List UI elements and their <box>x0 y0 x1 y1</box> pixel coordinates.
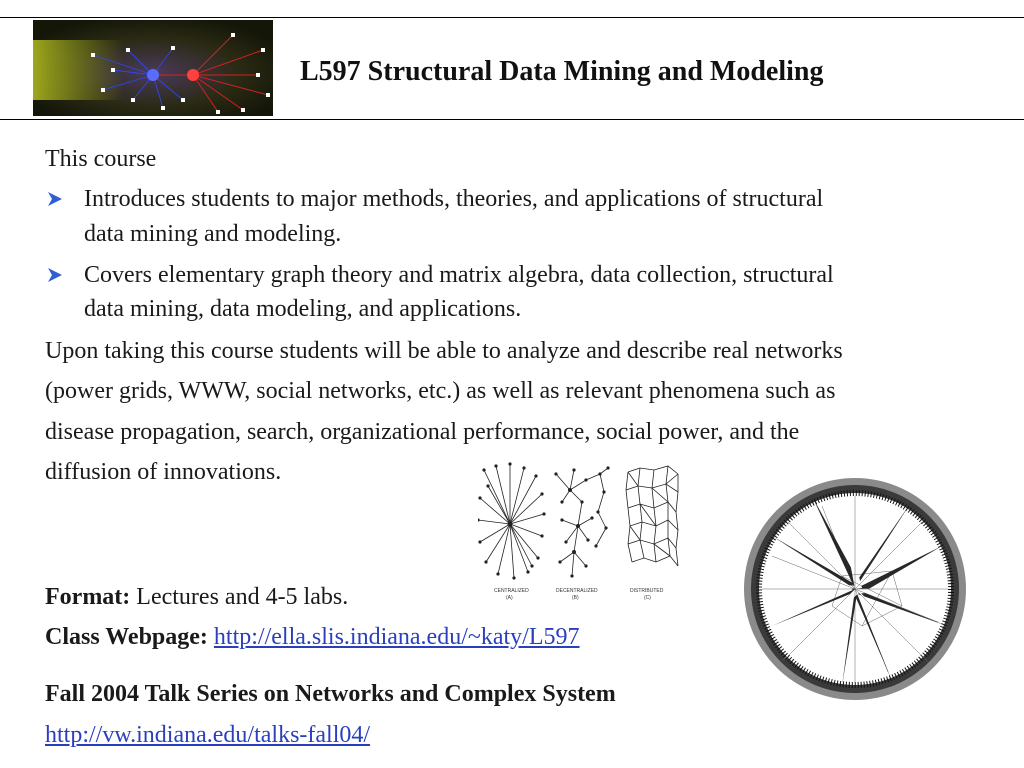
webpage-line <box>45 624 580 651</box>
decentralized-network <box>556 468 608 576</box>
decentralized-label: DECENTRALIZED <box>556 588 598 594</box>
outcome-line-3: disease propagation, search, organizational performance, social power, and the <box>45 419 800 445</box>
talk-series-title <box>45 681 616 708</box>
class-webpage-link[interactable]: http://ella.slis.indiana.edu/~katy/L597 <box>213 624 580 650</box>
header-network-image <box>33 20 273 116</box>
talk-series-label: Fall 2004 Talk Series on Networks and Complex System <box>45 681 616 707</box>
distributed-network <box>626 466 678 566</box>
slide-title: L597 Structural Data Mining and Modeling <box>300 56 824 87</box>
circular-network-image <box>742 476 968 702</box>
format-label: Format: <box>45 584 131 610</box>
webpage-label: Class Webpage: <box>45 624 208 650</box>
centralized-label: CENTRALIZED <box>494 588 529 594</box>
bullet-1-line-2: data mining and modeling. <box>84 221 342 247</box>
intro-text: This course <box>45 146 157 172</box>
outcome-line-2: (power grids, WWW, social networks, etc.) as well as relevant phenomena such as <box>45 378 836 404</box>
distributed-label: DISTRIBUTED <box>630 588 664 594</box>
distributed-sublabel: (C) <box>644 595 651 601</box>
bullet-2-line-2: data mining, data modeling, and applications. <box>84 296 522 322</box>
bullet-2-line-1: Covers elementary graph theory and matrix algebra, data collection, structural <box>84 262 834 288</box>
format-value: Lectures and 4-5 labs. <box>130 584 349 610</box>
centralized-sublabel: (A) <box>506 595 513 601</box>
centralized-network <box>478 464 544 578</box>
talk-series-link[interactable]: http://vw.indiana.edu/talks-fall04/ <box>45 722 371 748</box>
arrow-bullet-icon <box>46 266 64 284</box>
header-bottom-rule <box>0 119 1024 120</box>
header-top-rule <box>0 17 1024 18</box>
outcome-line-4: diffusion of innovations. <box>45 459 282 485</box>
format-line <box>45 584 348 611</box>
decentralized-sublabel: (B) <box>572 595 579 601</box>
network-topologies-diagram <box>478 462 688 602</box>
outcome-line-1: Upon taking this course students will be able to analyze and describe real networks <box>45 338 843 364</box>
bullet-1-line-1: Introduces students to major methods, theories, and applications of structural <box>84 186 824 212</box>
arrow-bullet-icon <box>46 190 64 208</box>
